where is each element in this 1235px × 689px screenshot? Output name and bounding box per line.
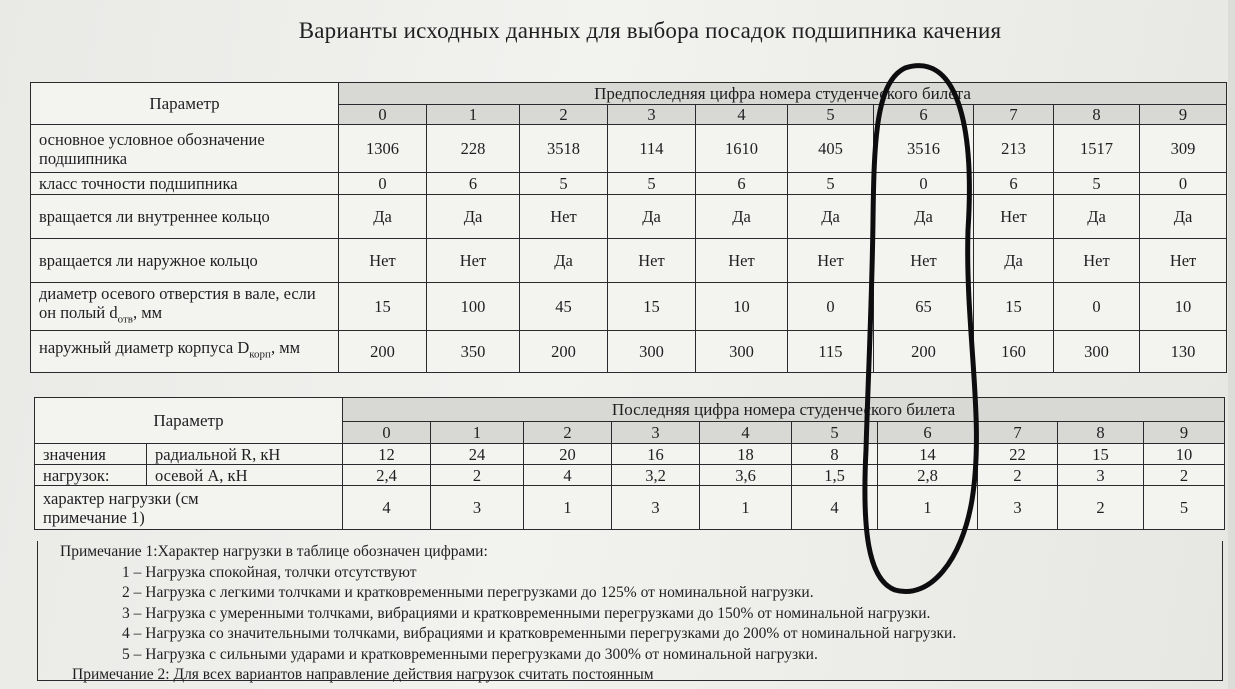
value-cell: 300	[696, 331, 788, 373]
table-row	[31, 331, 1227, 373]
load-label-a: значения	[35, 444, 147, 465]
value-cell: 1306	[339, 125, 427, 173]
value-cell: 350	[427, 331, 520, 373]
note-item: 2 – Нагрузка с легкими толчками и кратковременными перегрузками до 125% от номинальной нагрузки.	[122, 584, 814, 601]
value-cell: Да	[696, 195, 788, 239]
value-cell: 6	[696, 173, 788, 195]
value-cell: Да	[427, 195, 520, 239]
value-cell: Да	[1140, 195, 1227, 239]
axial-value-cell: 2	[978, 465, 1058, 486]
axial-value-cell: 1,5	[792, 465, 878, 486]
note-item: 3 – Нагрузка с умеренными толчками, вибрациями и кратковременными перегрузками до 150% от номинальной нагрузки.	[122, 604, 931, 622]
digit-header-cell: 4	[696, 105, 788, 125]
table-row	[35, 465, 1225, 486]
bearing-parameters-table	[30, 82, 1227, 373]
value-cell: 6	[974, 173, 1054, 195]
radial-value-cell: 12	[343, 444, 431, 465]
note-2: Примечание 2: Для всех вариантов направление действия нагрузок считать постоянным	[72, 666, 654, 683]
value-cell: 5	[608, 173, 696, 195]
table-row	[31, 239, 1227, 283]
row-label: наружный диаметр корпуса $D_{корп}$, мм	[31, 331, 339, 373]
value-cell: Нет	[874, 239, 974, 283]
value-cell: 0	[1140, 173, 1227, 195]
radial-value-cell: 16	[612, 444, 700, 465]
table-row	[31, 173, 1227, 195]
value-cell: Нет	[427, 239, 520, 283]
document-title: Варианты исходных данных для выбора посадок подшипника качения	[298, 18, 1002, 43]
table-row	[31, 125, 1227, 173]
value-cell: 15	[339, 283, 427, 331]
row-label: основное условное обозначение подшипника	[31, 125, 339, 173]
value-cell: Нет	[788, 239, 874, 283]
value-cell: 0	[339, 173, 427, 195]
axial-value-cell: 2,8	[878, 465, 978, 486]
axial-value-cell: 3,6	[700, 465, 792, 486]
value-cell: Нет	[339, 239, 427, 283]
value-cell: 200	[874, 331, 974, 373]
value-cell: 309	[1140, 125, 1227, 173]
value-cell: Да	[339, 195, 427, 239]
char-value-cell: 1	[878, 486, 978, 530]
axial-label: осевой А, кН	[147, 465, 343, 486]
note-item: 5 – Нагрузка с сильными ударами и кратковременными перегрузками до 300% от номинальной нагрузки.	[122, 645, 818, 663]
value-cell: 6	[427, 173, 520, 195]
digit-header-cell: 7	[978, 422, 1058, 444]
digit-header-cell: 6	[874, 105, 974, 125]
digit-header-cell: 9	[1140, 105, 1227, 125]
char-value-cell: 5	[1144, 486, 1225, 530]
value-cell: 1610	[696, 125, 788, 173]
value-cell: 405	[788, 125, 874, 173]
value-cell: Да	[874, 195, 974, 239]
value-cell: 160	[974, 331, 1054, 373]
char-value-cell: 2	[1058, 486, 1144, 530]
row-label: вращается ли внутреннее кольцо	[31, 195, 339, 239]
value-cell: 3518	[520, 125, 608, 173]
radial-value-cell: 10	[1144, 444, 1225, 465]
char-value-cell: 4	[792, 486, 878, 530]
char-value-cell: 3	[612, 486, 700, 530]
row-label: диаметр осевого отверстия в вале, если он полый $d_{отв}$, мм	[31, 283, 339, 331]
value-cell: Нет	[696, 239, 788, 283]
axial-value-cell: 2	[1144, 465, 1225, 486]
value-cell: 130	[1140, 331, 1227, 373]
digit-header-cell: 1	[427, 105, 520, 125]
value-cell: 100	[427, 283, 520, 331]
digit-header-cell: 5	[788, 105, 874, 125]
digit-header-cell: 2	[524, 422, 612, 444]
digit-header-cell: 8	[1054, 105, 1140, 125]
value-cell: 200	[339, 331, 427, 373]
value-cell: 65	[874, 283, 974, 331]
value-cell: Нет	[1054, 239, 1140, 283]
row-label: вращается ли наружное кольцо	[31, 239, 339, 283]
table-row	[35, 486, 1225, 530]
load-parameters-table	[34, 397, 1225, 530]
value-cell: Нет	[974, 195, 1054, 239]
value-cell: Да	[608, 195, 696, 239]
value-cell: 15	[974, 283, 1054, 331]
value-cell: 5	[788, 173, 874, 195]
param-header: Параметр	[35, 398, 343, 444]
axial-value-cell: 3	[1058, 465, 1144, 486]
digit-header-cell: 5	[792, 422, 878, 444]
digit-header-cell: 2	[520, 105, 608, 125]
value-cell: Да	[520, 239, 608, 283]
digit-header-cell: 9	[1144, 422, 1225, 444]
axial-value-cell: 4	[524, 465, 612, 486]
char-value-cell: 3	[431, 486, 524, 530]
value-cell: 300	[608, 331, 696, 373]
value-cell: 10	[1140, 283, 1227, 331]
group-header: Последняя цифра номера студенческого билета	[343, 398, 1225, 422]
value-cell: Нет	[520, 195, 608, 239]
value-cell: 1517	[1054, 125, 1140, 173]
digit-header-cell: 0	[339, 105, 427, 125]
value-cell: 300	[1054, 331, 1140, 373]
value-cell: 0	[1054, 283, 1140, 331]
value-cell: 213	[974, 125, 1054, 173]
digit-header-cell: 3	[612, 422, 700, 444]
axial-value-cell: 2,4	[343, 465, 431, 486]
note-1: Примечание 1:Характер нагрузки в таблице обозначен цифрами:	[60, 543, 488, 560]
axial-value-cell: 2	[431, 465, 524, 486]
radial-value-cell: 24	[431, 444, 524, 465]
digit-header-cell: 6	[878, 422, 978, 444]
value-cell: 0	[874, 173, 974, 195]
value-cell: 45	[520, 283, 608, 331]
value-cell: 5	[520, 173, 608, 195]
value-cell: Да	[1054, 195, 1140, 239]
radial-value-cell: 15	[1058, 444, 1144, 465]
value-cell: Нет	[1140, 239, 1227, 283]
radial-value-cell: 14	[878, 444, 978, 465]
value-cell: 15	[608, 283, 696, 331]
value-cell: 0	[788, 283, 874, 331]
char-value-cell: 1	[524, 486, 612, 530]
digit-header-cell: 0	[343, 422, 431, 444]
notes-block	[37, 541, 1223, 681]
char-value-cell: 4	[343, 486, 431, 530]
digit-header-cell: 8	[1058, 422, 1144, 444]
value-cell: Нет	[608, 239, 696, 283]
char-label: характер нагрузки (см примечание 1)	[35, 486, 343, 530]
param-header: Параметр	[31, 83, 339, 125]
radial-value-cell: 18	[700, 444, 792, 465]
radial-label: радиальной R, кН	[147, 444, 343, 465]
value-cell: Да	[974, 239, 1054, 283]
value-cell: 3516	[874, 125, 974, 173]
table-row	[31, 283, 1227, 331]
value-cell: 10	[696, 283, 788, 331]
radial-value-cell: 22	[978, 444, 1058, 465]
radial-value-cell: 8	[792, 444, 878, 465]
value-cell: Да	[788, 195, 874, 239]
digit-header-cell: 1	[431, 422, 524, 444]
value-cell: 200	[520, 331, 608, 373]
group-header: Предпоследняя цифра номера студенческого билета	[339, 83, 1227, 105]
table-row	[35, 444, 1225, 465]
axial-value-cell: 3,2	[612, 465, 700, 486]
digit-header-cell: 7	[974, 105, 1054, 125]
value-cell: 228	[427, 125, 520, 173]
value-cell: 114	[608, 125, 696, 173]
digit-header-cell: 4	[700, 422, 792, 444]
load-label-b: нагрузок:	[35, 465, 147, 486]
value-cell: 5	[1054, 173, 1140, 195]
char-value-cell: 1	[700, 486, 792, 530]
note-item: 1 – Нагрузка спокойная, толчки отсутствуют	[122, 563, 417, 581]
row-label: класс точности подшипника	[31, 173, 339, 195]
char-value-cell: 3	[978, 486, 1058, 530]
page-edge	[1228, 0, 1235, 689]
radial-value-cell: 20	[524, 444, 612, 465]
value-cell: 115	[788, 331, 874, 373]
table-row	[31, 195, 1227, 239]
digit-header-cell: 3	[608, 105, 696, 125]
note-item: 4 – Нагрузка со значительными толчками, вибрациями и кратковременными перегрузками до 200% от номинальной нагрузки.	[122, 625, 957, 642]
